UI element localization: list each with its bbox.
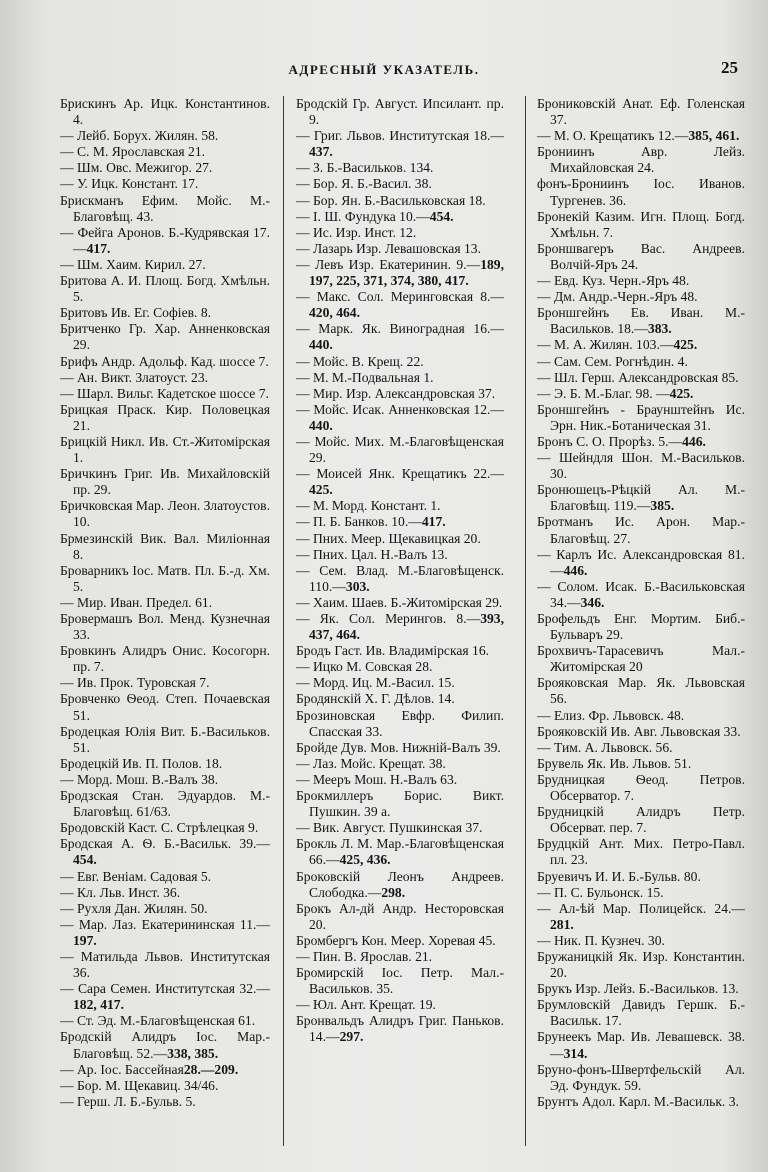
directory-entry (60, 788, 270, 820)
entry-text: Брудцкій Ант. Мих. Петро-Павл. пл. 23. (537, 836, 745, 868)
directory-entry (537, 289, 745, 305)
entry-text: Брокль Л. М. Мар.-Благовѣщенская 66.— (296, 836, 504, 868)
entry-text: Брокъ Ал-дй Андр. Несторовская 20. (296, 900, 504, 932)
directory-entry (537, 901, 745, 933)
entry-text: — Левъ Изр. Екатеринин. 9.— (296, 256, 481, 272)
entry-text: — У. Ицк. Констант. 17. (60, 176, 199, 192)
directory-entry (296, 160, 504, 176)
entry-text: Брозиновская Евфр. Филип. Спасская 33. (296, 707, 504, 739)
directory-entry (537, 675, 745, 707)
entry-text: — Елиз. Фр. Львовск. 48. (537, 707, 685, 723)
directory-entry (60, 917, 270, 949)
directory-entry (60, 321, 270, 353)
entry-text: Брофельдъ Енг. Мортим. Биб.-Бульваръ 29. (537, 611, 745, 643)
entry-text: — Мойс. Мих. М.-Благовѣщенская 29. (296, 433, 504, 466)
entry-text: — Шл. Герш. Александровская 85. (537, 369, 739, 385)
entry-text: Броншвагеръ Вас. Андреев. Волчій-Яръ 24. (537, 240, 745, 272)
directory-entry (60, 144, 270, 160)
entry-numbers: 437. (309, 144, 333, 160)
directory-entry (60, 885, 270, 901)
entry-text: — Фейга Аронов. Б.-Кудрявская 17.— (60, 224, 270, 256)
entry-text: Бротманъ Ис. Арон. Мар.-Благовѣщ. 27. (537, 514, 745, 546)
entry-text: Брониинъ Авр. Лейз. Михайловская 24. (537, 144, 745, 176)
directory-entry (60, 386, 270, 402)
directory-entry (296, 869, 504, 901)
directory-entry (537, 209, 745, 241)
directory-entry (296, 965, 504, 997)
directory-entry (296, 756, 504, 772)
entry-text: — Сара Семен. Институтская 32.— (60, 981, 270, 997)
directory-entry (537, 756, 745, 772)
entry-text: — М. М.-Подвальная 1. (296, 369, 434, 385)
directory-column-2 (296, 96, 504, 1156)
directory-entry (60, 193, 270, 225)
directory-entry (296, 241, 504, 257)
directory-entry (60, 354, 270, 370)
directory-entry (296, 836, 504, 868)
entry-text: Бродскій Гр. Август. Ипсилант. пр. 9. (296, 96, 504, 128)
directory-entry (537, 547, 745, 579)
entry-text: — Мир. Иван. Предел. 61. (60, 594, 213, 610)
directory-entry (537, 949, 745, 981)
entry-text: Брумловскій Давидъ Гершк. Б.-Васильк. 17. (537, 997, 745, 1029)
directory-entry (60, 869, 270, 885)
directory-entry (60, 257, 270, 273)
entry-text: — Морд. Мош. В.-Валъ 38. (60, 771, 219, 787)
entry-text: — Морд. Иц. М.-Васил. 15. (296, 675, 455, 691)
entry-text: Брудницкій Алидръ Петр. Обсерват. пер. 7. (537, 804, 745, 836)
entry-text: Бричковская Мар. Леон. Златоустов. 10. (60, 498, 270, 530)
directory-entry (537, 804, 745, 836)
entry-numbers: 314. (563, 1045, 588, 1061)
directory-entry (296, 531, 504, 547)
directory-entry (537, 579, 745, 611)
entry-text: — М. О. Крещатикъ 12.— (537, 128, 689, 144)
directory-entry (60, 370, 270, 386)
entry-text: Бружаницкій Як. Изр. Константин. 20. (537, 948, 745, 981)
entry-numbers: 383. (647, 321, 672, 337)
entry-text: Бродецкій Ив. П. Полов. 18. (60, 755, 223, 771)
entry-numbers: 454. (429, 208, 454, 224)
directory-entry (296, 128, 504, 160)
directory-entry (537, 402, 745, 434)
entry-text: Бродзская Стан. Эдуардов. М.-Благовѣщ. 61/63. (60, 788, 270, 820)
entry-numbers: 454. (73, 852, 97, 868)
directory-entry (60, 691, 270, 723)
directory-entry (296, 595, 504, 611)
entry-text: — Ст. Эд. М.-Благовѣщенская 61. (60, 1013, 256, 1029)
directory-entry (296, 257, 504, 289)
entry-text: — Мойс. Исак. Анненковская 12.— (296, 401, 504, 417)
directory-entry (537, 1029, 745, 1061)
running-title: АДРЕСНЫЙ УКАЗАТЕЛЬ. (288, 62, 480, 77)
entry-numbers: 425. (309, 482, 333, 498)
entry-numbers: 298. (381, 884, 406, 900)
directory-entry (296, 611, 504, 643)
entry-text: — Вик. Август. Пушкинская 37. (296, 820, 483, 836)
directory-entry (60, 160, 270, 176)
directory-entry (537, 643, 745, 675)
directory-entry (537, 836, 745, 868)
entry-text: — Пин. В. Ярослав. 21. (296, 948, 433, 964)
entry-text: — Евг. Веніам. Садовая 5. (60, 868, 212, 884)
directory-entry (60, 128, 270, 144)
entry-text: — З. Б.-Васильков. 134. (296, 160, 434, 176)
entry-numbers: 425, 436. (339, 852, 391, 868)
entry-text: Броншгейнъ - Браунштейнъ Ис. Эрн. Ник.-Ботаническая 31. (537, 401, 745, 433)
directory-entry (537, 514, 745, 546)
directory-entry (60, 756, 270, 772)
directory-entry (537, 450, 745, 482)
directory-entry (60, 949, 270, 981)
entry-text: Брунеекъ Мар. Ив. Левашевск. 38.— (537, 1029, 745, 1061)
entry-text: Брунтъ Адол. Карл. М.-Васильк. 3. (537, 1093, 739, 1109)
directory-entry (60, 563, 270, 595)
entry-text: — Лазарь Изр. Левашовская 13. (296, 240, 481, 256)
directory-entry (60, 434, 270, 466)
entry-numbers: 385. (650, 498, 675, 514)
entry-text: — М. А. Жилян. 103.— (537, 337, 674, 353)
directory-entry (60, 901, 270, 917)
directory-entry (296, 514, 504, 530)
entry-text: Бруно-фонъ-Швертфельскій Ал. Эд. Фундук. 59. (537, 1061, 745, 1093)
directory-entry (537, 981, 745, 997)
directory-entry (537, 772, 745, 804)
entry-text: — Юл. Ант. Крещат. 19. (296, 997, 436, 1013)
entry-numbers: 393, 437, 464. (309, 611, 504, 643)
entry-text: — Шм. Овс. Межигор. 27. (60, 160, 213, 176)
entry-numbers: 417. (421, 514, 446, 530)
directory-entry (537, 1094, 745, 1110)
entry-numbers: 28.—209. (183, 1061, 239, 1077)
entry-text: — Сем. Влад. М.-Благовѣщенск. 110.— (296, 562, 504, 594)
column-divider (283, 96, 284, 1146)
entry-text: Брукъ Изр. Лейз. Б.-Васильков. 13. (537, 981, 739, 997)
entry-text: Бруевичъ И. И. Б.-Бульв. 80. (537, 868, 701, 884)
entry-text: — С. М. Ярославская 21. (60, 144, 206, 160)
directory-entry (60, 643, 270, 675)
entry-text: Брицкій Никл. Ив. Ст.-Житомірская 1. (60, 433, 270, 466)
entry-text: — Лаз. Мойс. Крещат. 38. (296, 755, 446, 771)
directory-column-1 (60, 96, 270, 1156)
directory-entry (296, 498, 504, 514)
directory-entry (60, 466, 270, 498)
entry-text: — Шм. Хаим. Кирил. 27. (60, 256, 206, 272)
directory-entry (60, 1029, 270, 1061)
entry-text: — Бор. М. Щекавиц. 34/46. (60, 1077, 219, 1093)
entry-text: Брискманъ Ефим. Мойс. М.-Благовѣщ. 43. (60, 192, 270, 224)
entry-text: — Пних. Меер. Щекавицкая 20. (296, 530, 481, 546)
entry-numbers: 338, 385. (167, 1045, 219, 1061)
entry-text: Брохвичъ-Тарасевичъ Мал.-Житомірская 20 (537, 643, 745, 675)
entry-text: — Ицко М. Совская 28. (296, 659, 433, 675)
entry-text: Бродецкая Юлія Вит. Б.-Васильков. 51. (60, 723, 270, 755)
directory-entry (296, 402, 504, 434)
entry-text: — П. Б. Банков. 10.— (296, 514, 422, 530)
directory-entry (296, 788, 504, 820)
entry-numbers: 440. (309, 337, 333, 353)
entry-text: Брувель Як. Ив. Львов. 51. (537, 755, 692, 771)
entry-numbers: 182, 417. (73, 997, 124, 1013)
directory-entry (60, 595, 270, 611)
directory-entry (537, 128, 745, 144)
directory-entry (537, 997, 745, 1029)
directory-entry (296, 547, 504, 563)
directory-entry (296, 933, 504, 949)
directory-entry (60, 531, 270, 563)
directory-entry (296, 209, 504, 225)
directory-entry (296, 901, 504, 933)
entry-text: — Ис. Изр. Инст. 12. (296, 224, 417, 240)
entry-text: — Як. Сол. Мерингов. 8.— (296, 611, 481, 626)
entry-text: — Хаим. Шаев. Б.-Житомірская 29. (296, 594, 503, 610)
entry-text: — Шарл. Вильг. Кадетское шоссе 7. (60, 385, 269, 401)
page-number: 25 (721, 58, 738, 77)
directory-entry (537, 96, 745, 128)
entry-text: — Бор. Я. Б.-Васил. 38. (296, 176, 432, 192)
entry-text: Бритова А. И. Площ. Богд. Хмѣльн. 5. (60, 273, 270, 305)
directory-entry (296, 289, 504, 321)
directory-entry (60, 675, 270, 691)
entry-text: — Мееръ Мош. Н.-Валъ 63. (296, 771, 458, 787)
directory-entry (296, 997, 504, 1013)
directory-entry (537, 724, 745, 740)
directory-entry (60, 1094, 270, 1110)
entry-text: — Пних. Цал. Н.-Валъ 13. (296, 546, 448, 562)
entry-text: — Кл. Льв. Инст. 36. (60, 884, 181, 900)
entry-text: Бромирскій Іос. Петр. Мал.-Васильков. 35. (296, 965, 504, 997)
directory-entry (537, 241, 745, 273)
directory-entry (537, 176, 745, 208)
directory-entry (60, 305, 270, 321)
entry-text: Бромбергъ Кон. Меер. Хоревая 45. (296, 932, 496, 948)
entry-text: — Евд. Куз. Черн.-Яръ 48. (537, 273, 690, 289)
directory-entry (537, 611, 745, 643)
directory-entry (296, 466, 504, 498)
directory-entry (537, 305, 745, 337)
entry-text: Бродскій Алидръ Іос. Мар.-Благовѣщ. 52.— (60, 1029, 270, 1061)
entry-text: Бричкинъ Григ. Ив. Михайловскій пр. 29. (60, 466, 270, 498)
entry-numbers: 417. (86, 240, 111, 256)
entry-text: Бронвальдъ Алидръ Григ. Паньков. 14.— (296, 1013, 504, 1045)
directory-entry (537, 144, 745, 176)
entry-text: — Карлъ Ис. Александровская 81.— (537, 546, 745, 578)
directory-entry (537, 869, 745, 885)
entry-text: Бродовскій Каст. С. Стрѣлецкая 9. (60, 820, 259, 836)
entry-text: — Рухля Дан. Жилян. 50. (60, 900, 208, 916)
entry-text: — П. С. Бульонск. 15. (537, 884, 664, 900)
directory-entry (296, 772, 504, 788)
directory-entry (537, 1062, 745, 1094)
entry-text: — Дм. Андр.-Черн.-Яръ 48. (537, 289, 698, 305)
directory-column-3 (537, 96, 745, 1156)
entry-text: Брмезинскій Вик. Вал. Миліонная 8. (60, 530, 270, 562)
directory-entry (296, 820, 504, 836)
entry-numbers: 446. (563, 562, 588, 578)
entry-text: фонъ-Брониинъ Іос. Иванов. Тургенев. 36. (537, 176, 745, 208)
entry-text: — Ник. П. Кузнеч. 30. (537, 932, 665, 948)
entry-text: Бродянскій Х. Г. Дѣлов. 14. (296, 691, 455, 707)
directory-entry (296, 643, 504, 659)
entry-text: Брониковскій Анат. Еф. Голенская 37. (537, 96, 745, 128)
entry-text: Бродъ Гаст. Ив. Владимірская 16. (296, 643, 490, 659)
entry-numbers: 346. (580, 594, 605, 610)
directory-entry (296, 675, 504, 691)
directory-entry (296, 176, 504, 192)
entry-text: — Ан. Викт. Златоуст. 23. (60, 369, 209, 385)
entry-text: — Ив. Прок. Туровская 7. (60, 675, 210, 691)
entry-text: — І. Ш. Фундука 10.— (296, 208, 430, 224)
entry-numbers: 303. (345, 578, 370, 594)
directory-entry (60, 611, 270, 643)
entry-text: Брискинъ Ар. Ицк. Константинов. 4. (60, 96, 270, 128)
directory-entry (296, 193, 504, 209)
directory-entry (296, 225, 504, 241)
directory-entry (60, 96, 270, 128)
directory-entry (296, 386, 504, 402)
entry-text: Брояковская Мар. Як. Львовская 56. (537, 675, 745, 707)
directory-entry (60, 1062, 270, 1078)
entry-numbers: 297. (339, 1029, 364, 1045)
entry-text: — Сам. Сем. Рогнѣдин. 4. (537, 353, 688, 369)
directory-entry (537, 434, 745, 450)
directory-entry (60, 402, 270, 434)
directory-entry (60, 273, 270, 305)
entry-text: Бродская А. Ѳ. Б.-Васильк. 39.— (60, 836, 270, 852)
directory-entry (537, 386, 745, 402)
entry-text: — Мойс. В. Крещ. 22. (296, 353, 424, 369)
entry-numbers: 189, 197, 225, 371, 374, 380, 417. (309, 256, 504, 289)
entry-text: — Матильда Львов. Институтская 36. (60, 948, 270, 981)
entry-text: Брифъ Андр. Адольф. Кад. шоссе 7. (60, 353, 269, 369)
entry-text: — Шейндля Шон. М.-Васильков. 30. (537, 450, 745, 482)
directory-entry (60, 772, 270, 788)
directory-entry (537, 740, 745, 756)
directory-entry (60, 498, 270, 530)
entry-numbers: 446. (682, 433, 706, 449)
directory-entry (537, 370, 745, 386)
directory-entry (60, 176, 270, 192)
entry-text: — Ал-ѣй Мар. Полицейск. 24.— (537, 900, 745, 916)
directory-entry (60, 981, 270, 1013)
entry-numbers: 440. (309, 417, 333, 433)
entry-text: — Бор. Ян. Б.-Васильковская 18. (296, 192, 486, 208)
directory-entry (60, 1078, 270, 1094)
directory-entry (296, 949, 504, 965)
directory-entry (296, 691, 504, 707)
entry-text: Бронюшецъ-Рѣцкій Ал. М.-Благовѣщ. 119.— (537, 482, 745, 514)
directory-entry (537, 933, 745, 949)
entry-text: Бронекій Казим. Игн. Площ. Богд. Хмѣльн. 7. (537, 208, 745, 240)
entry-text: — Герш. Л. Б.-Бульв. 5. (60, 1093, 196, 1109)
entry-text: — Григ. Львов. Институтская 18.— (296, 128, 504, 144)
page-header (0, 58, 768, 84)
entry-text: Бритовъ Ив. Ег. Софіев. 8. (60, 305, 212, 321)
directory-entry (296, 434, 504, 466)
directory-entry (296, 321, 504, 353)
directory-entry (296, 659, 504, 675)
entry-text: — Тим. А. Львовск. 56. (537, 739, 673, 755)
directory-entry (296, 354, 504, 370)
entry-text: Бровермашъ Вол. Менд. Кузнечная 33. (60, 611, 270, 643)
entry-text: — Лейб. Борух. Жилян. 58. (60, 128, 219, 144)
entry-text: — Мар. Лаз. Екатерининская 11.— (60, 916, 270, 932)
entry-numbers: 281. (550, 916, 574, 932)
directory-entry (60, 820, 270, 836)
directory-entry (537, 337, 745, 353)
entry-text: — М. Морд. Констант. 1. (296, 498, 441, 514)
entry-text: Брояковскій Ив. Авг. Львовская 33. (537, 723, 741, 739)
entry-text: — Солом. Исак. Б.-Васильковская 34.— (537, 578, 745, 610)
directory-entry (537, 273, 745, 289)
entry-text: — Э. Б. М.-Благ. 98. — (537, 385, 670, 401)
entry-text: — Ар. Іос. Бассейная (60, 1061, 184, 1077)
entry-numbers: 425. (673, 337, 698, 353)
directory-entry (60, 724, 270, 756)
entry-numbers: 420, 464. (309, 305, 360, 321)
directory-entry (60, 836, 270, 868)
entry-text: Бронъ С. О. Прорѣз. 5.— (537, 433, 683, 449)
directory-entry (296, 740, 504, 756)
directory-entry (296, 370, 504, 386)
entry-text: — Марк. Як. Виноградная 16.— (296, 321, 504, 337)
entry-text: Бровченко Ѳеод. Степ. Почаевская 51. (60, 691, 270, 723)
directory-entry (296, 708, 504, 740)
entry-text: — Мир. Изр. Александровская 37. (296, 385, 496, 401)
directory-entry (296, 96, 504, 128)
directory-entry (296, 1013, 504, 1045)
entry-text: Броковскій Леонъ Андреев. Слободка.— (296, 868, 504, 900)
entry-text: Бройде Дув. Мов. Нижній-Валъ 39. (296, 739, 501, 755)
directory-entry (537, 885, 745, 901)
directory-entry (537, 354, 745, 370)
directory-entry (537, 708, 745, 724)
directory-entry (60, 1013, 270, 1029)
directory-entry (60, 225, 270, 257)
entry-text: — Макс. Сол. Меринговская 8.— (296, 289, 504, 305)
entry-numbers: 385, 461. (688, 128, 740, 144)
entry-text: Броварникъ Іос. Матв. Пл. Б.-д. Хм. 5. (60, 562, 270, 594)
entry-numbers: 425. (669, 385, 694, 401)
entry-numbers: 197. (73, 932, 97, 948)
entry-text: Брудницкая Ѳеод. Петров. Обсерватор. 7. (537, 771, 745, 804)
directory-entry (296, 563, 504, 595)
entry-text: Брицкая Праск. Кир. Половецкая 21. (60, 401, 270, 433)
entry-text: Бровкинъ Алидръ Онис. Косогорн. пр. 7. (60, 643, 270, 675)
entry-text: Бритченко Гр. Хар. Анненковская 29. (60, 321, 270, 353)
entry-text: Брокмиллеръ Борис. Викт. Пушкин. 39 а. (296, 788, 504, 820)
entry-text: Броншгейнъ Ев. Иван. М.-Васильков. 18.— (537, 305, 745, 337)
column-divider (525, 96, 526, 1146)
directory-entry (537, 482, 745, 514)
entry-text: — Моисей Янк. Крещатикъ 22.— (296, 466, 504, 482)
